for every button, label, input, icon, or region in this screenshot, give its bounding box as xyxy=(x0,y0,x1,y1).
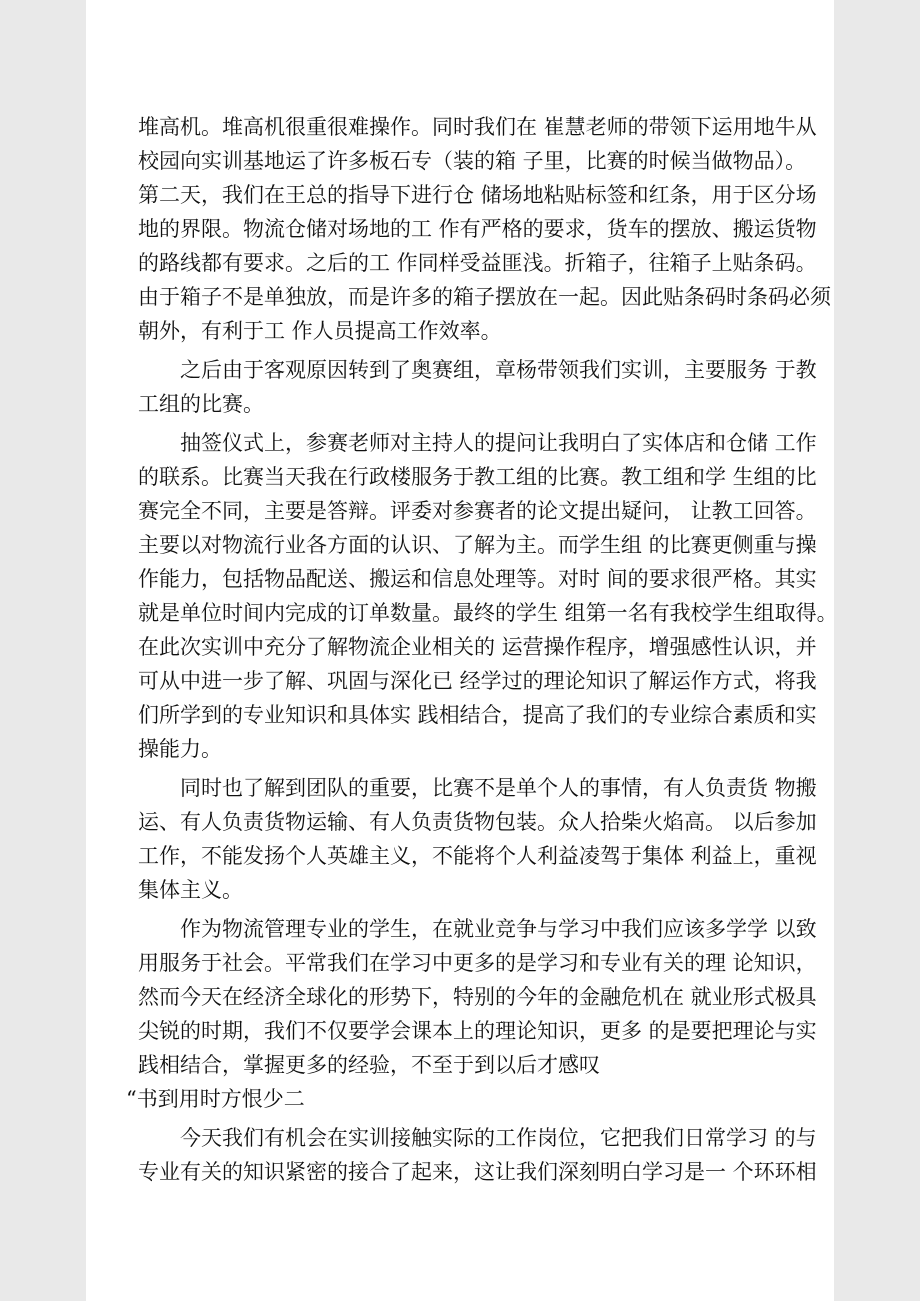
text-line: 抽签仪式上，参赛老师对主持人的提问让我明白了实体店和仓储 工作 xyxy=(180,431,817,455)
text-line: 今天我们有机会在实训接触实际的工作岗位，它把我们日常学习 的与 xyxy=(180,1126,817,1150)
text-line: 朝外，有利于工 作人员提高工作效率。 xyxy=(138,319,502,343)
text-line: 主要以对物流行业各方面的认识、了解为主。而学生组 的比赛更侧重与操 xyxy=(138,533,817,557)
text-line: 作能力，包括物品配送、搬运和信息处理等。对时 间的要求很严格。其实 xyxy=(138,567,817,591)
document-page xyxy=(86,0,838,1301)
text-line: 的联系。比赛当天我在行政楼服务于教工组的比赛。教工组和学 生组的比 xyxy=(138,465,817,489)
text-line: “书到用时方恨少二 xyxy=(126,1087,305,1111)
text-line: 由于箱子不是单独放，而是许多的箱子摆放在一起。因此贴条码时条码必须 xyxy=(138,285,831,309)
text-line: 作为物流管理专业的学生，在就业竞争与学习中我们应该多学学 以致 xyxy=(180,917,817,941)
text-line: 在此次实训中充分了解物流企业相关的 运营操作程序，增强感性认识，并 xyxy=(138,635,817,659)
text-line: 校园向实训基地运了许多板石专（装的箱 子里，比赛的时候当做物品）。 xyxy=(138,149,807,173)
text-line: 尖锐的时期，我们不仅要学会课本上的理论知识，更多 的是要把理论与实 xyxy=(138,1019,817,1043)
text-line: 可从中进一步了解、巩固与深化已 经学过的理论知识了解运作方式，将我 xyxy=(138,669,817,693)
text-line: 的路线都有要求。之后的工 作同样受益匪浅。折箱子，往箱子上贴条码。 xyxy=(138,251,817,275)
text-line: 同时也了解到团队的重要，比赛不是单个人的事情，有人负责货 物搬 xyxy=(180,776,817,800)
document-body xyxy=(126,110,838,1189)
text-line: 操能力。 xyxy=(138,737,222,761)
text-line: 第二天，我们在王总的指导下进行仓 储场地粘贴标签和红条，用于区分场 xyxy=(138,183,817,207)
text-line: 地的界限。物流仓储对场地的工 作有严格的要求，货车的摆放、搬运货物 xyxy=(138,217,817,241)
text-line: 之后由于客观原因转到了奥赛组，章杨带领我们实训，主要服务 于教 xyxy=(180,358,817,382)
text-line: 堆高机。堆高机很重很难操作。同时我们在 崔慧老师的带领下运用地牛从 xyxy=(138,115,817,139)
text-line: 们所学到的专业知识和具体实 践相结合，提高了我们的专业综合素质和实 xyxy=(138,703,817,727)
text-line: 践相结合，掌握更多的经验，不至于到以后才感叹 xyxy=(138,1053,600,1077)
text-line: 工作，不能发扬个人英雄主义，不能将个人利益凌驾于集体 利益上，重视 xyxy=(138,844,817,868)
text-line: 用服务于社会。平常我们在学习中更多的是学习和专业有关的理 论知识， xyxy=(138,951,817,975)
text-line: 工组的比赛。 xyxy=(138,392,264,416)
text-line: 运、有人负责货物运输、有人负责货物包装。众人拾柴火焰高。 以后参加 xyxy=(138,810,817,834)
text-line: 专业有关的知识紧密的接合了起来，这让我们深刻明白学习是一 个环环相 xyxy=(138,1160,817,1184)
text-line: 就是单位时间内完成的订单数量。最终的学生 组第一名有我校学生组取得。 xyxy=(138,601,838,625)
text-line: 赛完全不同，主要是答辩。评委对参赛者的论文提出疑问， 让教工回答。 xyxy=(138,499,817,523)
text-line: 然而今天在经济全球化的形势下，特别的今年的金融危机在 就业形式极具 xyxy=(138,985,817,1009)
text-line: 集体主义。 xyxy=(138,878,243,902)
